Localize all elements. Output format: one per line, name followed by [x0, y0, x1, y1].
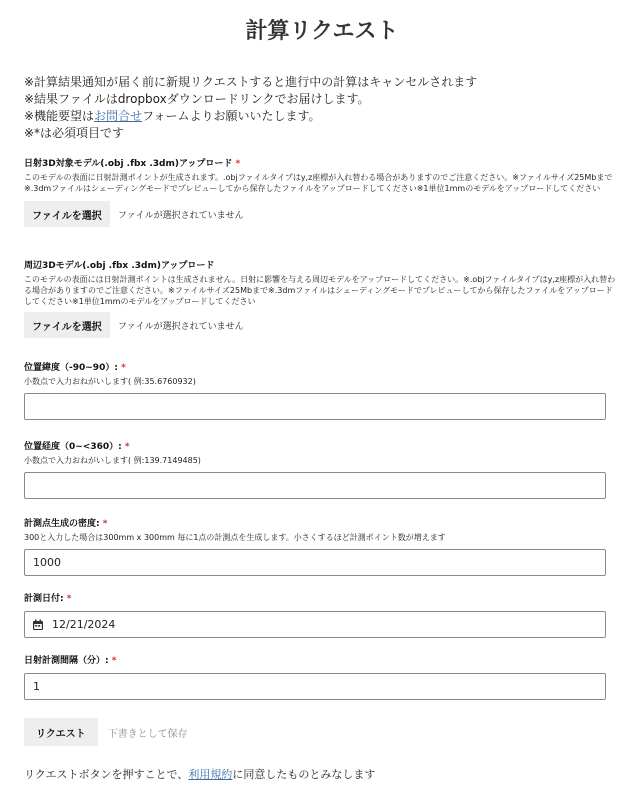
target-model-file-button[interactable]: ファイルを選択 — [24, 201, 110, 227]
page-title: 計算リクエスト — [245, 19, 399, 44]
longitude-label-text: 位置経度（0~<360）: — [24, 442, 122, 452]
target-model-field — [24, 158, 620, 227]
consent-after: に同意したものとみなします — [232, 768, 376, 781]
required-mark: * — [235, 159, 241, 169]
density-label-text: 計測点生成の密度: — [24, 519, 100, 529]
surround-model-description: このモデルの表面には日射計測ポイントは生成されません。日射に影響を与える周辺モデルをアップロードしてください。※.objファイルタイプはy,z座標が入れ替わる場合がありますのでご注意ください。※ファイルサイズ25Mbまで※.3dmファイルはシェーディングモードでプレビューしてから保存したファイルをアップロードしてください※1単位1mmのモデルをアップロードしてください — [24, 275, 616, 306]
longitude-description: 小数点で入力おねがいします( 例:139.7149485) — [24, 456, 201, 465]
interval-input[interactable] — [24, 673, 606, 700]
surround-model-file-row — [24, 312, 620, 338]
interval-label-text: 日射計測間隔（分）: — [24, 656, 109, 666]
density-description: 300と入力した場合は300mm x 300mm 毎に1点の計測点を生成します。小さくするほど計測ポイント数が増えます — [24, 533, 446, 542]
longitude-field — [24, 441, 620, 499]
latitude-input[interactable] — [24, 393, 606, 420]
request-button[interactable]: リクエスト — [24, 718, 98, 746]
latitude-description: 小数点で入力おねがいします( 例:35.6760932) — [24, 377, 196, 386]
surround-model-file-button[interactable]: ファイルを選択 — [24, 312, 110, 338]
consent-before: リクエストボタンを押すことで、 — [24, 768, 189, 781]
notice-required: ※*は必須項目です — [24, 126, 125, 140]
required-mark: * — [111, 656, 117, 666]
surround-model-field — [24, 260, 620, 338]
density-input[interactable] — [24, 549, 606, 576]
date-label — [24, 593, 620, 605]
target-model-file-row — [24, 201, 620, 227]
latitude-field — [24, 362, 620, 420]
target-model-label-text: 日射3D対象モデル(.obj .fbx .3dm)アップロード — [24, 159, 233, 169]
consent-text — [24, 766, 375, 782]
interval-label — [24, 655, 620, 667]
notice-dropbox: ※結果ファイルはdropboxダウンロードリンクでお届けします。 — [24, 92, 370, 106]
target-model-label — [24, 158, 620, 170]
latitude-label-text: 位置緯度（-90~90）: — [24, 363, 118, 373]
required-mark: * — [102, 519, 108, 529]
form-actions — [24, 718, 194, 746]
target-model-description: このモデルの表面に日射計測ポイントが生成されます。.objファイルタイプはy,z座標が入れ替わる場合がありますのでご注意ください。※ファイルサイズ25Mbまで※.3dmファイルはシェーディングモードでプレビューしてから保存したファイルをアップロードしてください※1単位1mmのモデルをアップロードしてください — [24, 173, 613, 193]
date-input[interactable] — [24, 611, 606, 638]
notice-feature-request-before: ※機能要望は — [24, 109, 95, 123]
contact-link[interactable]: お問合せ — [94, 109, 143, 123]
longitude-input[interactable] — [24, 472, 606, 499]
date-value: 12/21/2024 — [52, 618, 116, 631]
surround-model-file-status: ファイルが選択されていません — [117, 321, 244, 332]
notice-feature-request — [24, 108, 620, 125]
terms-link[interactable]: 利用規約 — [188, 768, 233, 781]
longitude-label — [24, 441, 620, 453]
calendar-icon[interactable] — [32, 619, 44, 631]
surround-model-label: 周辺3Dモデル(.obj .fbx .3dm)アップロード — [24, 261, 215, 271]
notice-list — [24, 74, 620, 142]
required-mark: * — [66, 594, 72, 604]
density-label — [24, 518, 620, 530]
required-mark: * — [124, 442, 130, 452]
required-mark: * — [121, 363, 126, 373]
notice-cancel: ※計算結果通知が届く前に新規リクエストすると進行中の計算はキャンセルされます — [24, 75, 478, 89]
latitude-label — [24, 362, 620, 374]
interval-field — [24, 655, 620, 700]
save-draft-button[interactable]: 下書きとして保存 — [102, 724, 194, 741]
notice-feature-request-after: フォームよりお願いいたします。 — [142, 109, 321, 123]
date-label-text: 計測日付: — [24, 594, 64, 604]
date-field — [24, 593, 620, 638]
target-model-file-status: ファイルが選択されていません — [117, 210, 244, 221]
density-field — [24, 518, 620, 576]
